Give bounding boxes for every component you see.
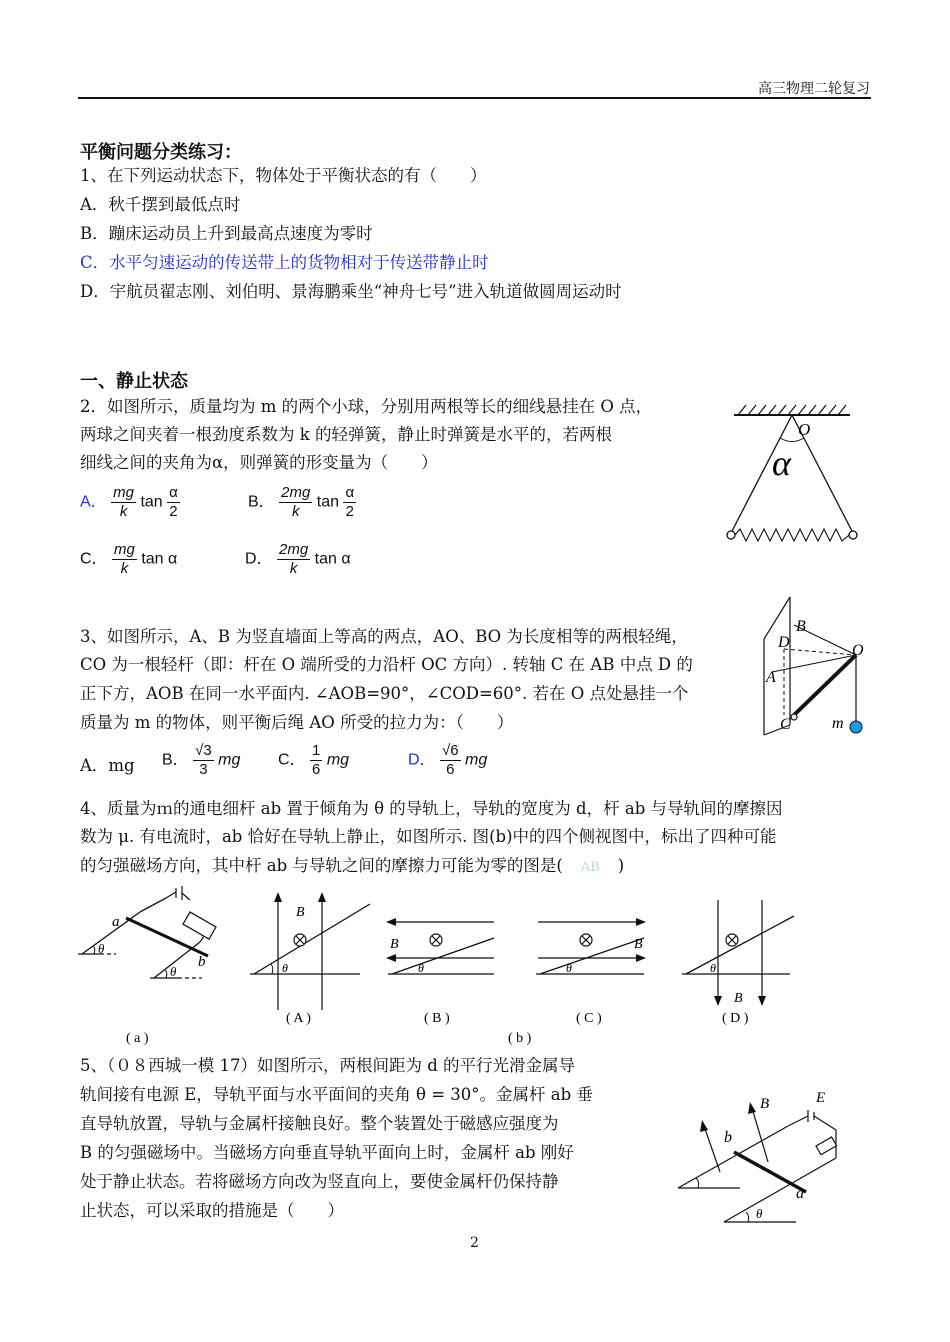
q4-line2: 数为 μ. 有电流时，ab 恰好在导轨上静止，如图所示. 图(b)中的四个侧视图中，标出了四种可能	[80, 827, 777, 846]
q4-fig-A-label-B: B	[296, 905, 305, 920]
q4-fig-C-theta: θ	[566, 961, 572, 975]
q3-line3: 正下方，AOB 在同一水平面内. ∠AOB=90°，∠COD=60°. 若在 O 点处悬挂一个	[80, 684, 689, 703]
q2-line1: 2．如图所示，质量均为 m 的两个小球，分别用两根等长的细线悬挂在 O 点，	[80, 397, 653, 416]
q3-line1: 3、如图所示，A、B 为竖直墙面上等高的两点，AO、BO 为长度相等的两根轻绳，	[80, 627, 688, 646]
q4-caption-D: ( D )	[722, 1011, 749, 1026]
header-rule	[78, 97, 871, 99]
q5-fig-label-a: a	[796, 1185, 804, 1202]
q3-option-d: D． $\frac{√6}{6}$ mg	[408, 742, 488, 778]
q4-fig-D	[682, 900, 794, 1026]
q1-option-b: B．蹦床运动员上升到最高点速度为零时	[80, 224, 373, 243]
q4-fig-C-label-B: B	[634, 937, 643, 952]
q2-fig-label-o: O	[798, 420, 811, 439]
q5-figure	[676, 1090, 856, 1230]
q5-fig-label-E: E	[816, 1090, 826, 1106]
q3-line4: 质量为 m 的物体，则平衡后绳 AO 所受的拉力为：（ ）	[80, 713, 514, 732]
q3-line2: CO 为一根轻杆（即：杆在 O 端所受的力沿杆 OC 方向）. 转轴 C 在 AB 中点 D 的	[80, 655, 693, 674]
q2-line2: 两球之间夹着一根劲度系数为 k 的轻弹簧，静止时弹簧是水平的，若两根	[80, 425, 612, 444]
q2-line3: 细线之间的夹角为α，则弹簧的形变量为（ ）	[80, 453, 438, 472]
q5-line3: 直导轨放置，导轨与金属杆接触良好。整个装置处于磁感应强度为	[80, 1114, 559, 1133]
q5-line6: 止状态，可以采取的措施是（ ）	[80, 1201, 344, 1220]
q4-figure	[78, 890, 798, 1050]
q4-fig-C	[536, 918, 646, 1026]
q5-fig-label-B: B	[760, 1096, 770, 1112]
q4-fig-a-label-a: a	[112, 914, 120, 930]
q2-option-b: B． $\frac{2mg}{k}$ tan $\frac{\alpha}{2}$	[248, 484, 355, 520]
q3-fig-label-c: C	[780, 716, 791, 733]
q2-fig-label-alpha: α	[772, 443, 791, 483]
q3-fig-label-a: A	[766, 669, 776, 686]
q3-fig-label-m: m	[832, 715, 844, 732]
q1-option-a: A．秋千摆到最低点时	[80, 195, 241, 214]
q4-fig-a-theta2: θ	[170, 964, 177, 979]
q4-line3: 的匀强磁场方向，其中杆 ab 与导轨之间的摩擦力可能为零的图是( AB )	[80, 856, 625, 875]
q4-caption-C: ( C )	[576, 1011, 602, 1026]
q2-option-a: A． $\frac{mg}{k}$ tan $\frac{\alpha}{2}$	[80, 484, 178, 520]
q4-fig-A	[250, 892, 370, 1026]
q1-option-c: C．水平匀速运动的传送带上的货物相对于传送带静止时	[80, 253, 489, 272]
q4-fig-D-label-B: B	[734, 991, 743, 1006]
q4-fig-A-theta: θ	[282, 961, 288, 975]
q3-fig-label-b: B	[796, 618, 806, 635]
q4-fig-D-theta: θ	[710, 961, 716, 975]
q2-option-d: D． $\frac{2mg}{k}$ tan α	[245, 541, 351, 577]
q4-answer: AB	[580, 860, 600, 875]
q2-option-c: C． $\frac{mg}{k}$ tan α	[80, 541, 178, 577]
q5-line2: 轨间接有电源 E，导轨平面与水平面间的夹角 θ = 30°。金属杆 ab 垂	[80, 1085, 593, 1104]
q4-fig-a-label-b: b	[198, 954, 206, 970]
q3-option-a: A．mg	[80, 756, 135, 775]
q4-fig-B-label-B: B	[390, 937, 399, 952]
q4-caption-B: ( B )	[424, 1011, 450, 1026]
q4-caption-A: ( A )	[286, 1011, 311, 1026]
section-title-practice: 平衡问题分类练习：	[80, 142, 242, 163]
q3-fig-label-d: D	[778, 634, 790, 651]
q5-line5: 处于静止状态。若将磁场方向改为竖直向上，要使金属杆仍保持静	[80, 1172, 559, 1191]
q1-option-d: D．宇航员翟志刚、刘伯明、景海鹏乘坐“神舟七号”进入轨道做圆周运动时	[80, 282, 622, 301]
q5-fig-label-b: b	[724, 1129, 732, 1146]
q5-line4: B 的匀强磁场中。当磁场方向垂直导轨平面向上时，金属杆 ab 刚好	[80, 1143, 574, 1162]
q4-fig-B-theta: θ	[418, 961, 424, 975]
q4-fig-B	[386, 918, 494, 1026]
q3-option-c: C． $\frac{1}{6}$ mg	[278, 742, 350, 778]
q3-figure	[760, 597, 880, 742]
q2-figure	[722, 405, 862, 550]
q4-caption-b: ( b )	[508, 1031, 532, 1046]
page-number: 2	[470, 1235, 479, 1251]
q3-fig-label-o: O	[852, 642, 864, 659]
q1-stem: 1、在下列运动状态下，物体处于平衡状态的有（ ）	[80, 166, 487, 185]
q4-caption-a: ( a )	[126, 1031, 149, 1046]
q4-line1: 4、质量为ｍ的通电细杆 ab 置于倾角为 θ 的导轨上，导轨的宽度为 d，杆 ab 与导轨间的摩擦因	[80, 799, 783, 818]
section-title-static: 一、静止状态	[80, 371, 188, 392]
q5-fig-label-theta: θ	[756, 1206, 763, 1221]
q4-fig-a	[78, 886, 216, 1046]
q4-fig-a-theta1: θ	[98, 941, 105, 956]
q5-line1: 5、（０８西城一模 17）如图所示，两根间距为 d 的平行光滑金属导	[80, 1056, 576, 1075]
q3-option-b: B． $\frac{√3}{3}$ mg	[162, 742, 241, 778]
header-title: 高三物理二轮复习	[758, 81, 870, 97]
